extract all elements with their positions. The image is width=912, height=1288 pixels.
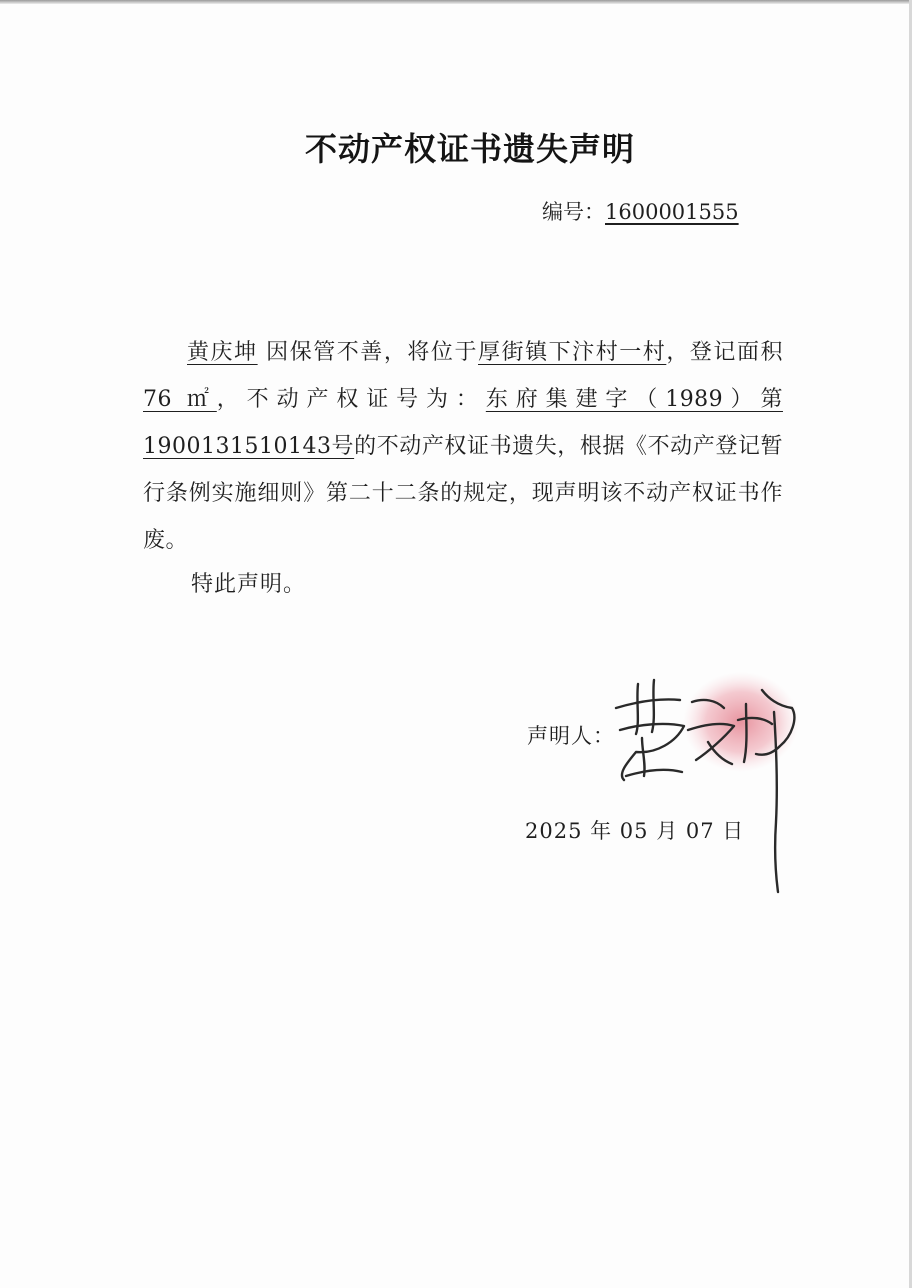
statement-paragraph (143, 329, 783, 564)
closing-statement: 特此声明。 (191, 572, 307, 597)
registered-area: 76 ㎡ (143, 387, 217, 412)
scan-edge-top (0, 0, 912, 4)
handwritten-signature (596, 672, 816, 902)
document-title: 不动产权证书遗失声明 (304, 130, 635, 168)
statement-text-2: ，登记面积 (666, 340, 783, 365)
document-number-value: 1600001555 (605, 200, 739, 224)
property-location: 厚街镇下汴村一村 (478, 340, 667, 365)
document-number (542, 196, 739, 226)
statement-text-3: ，不动产权证号为： (216, 387, 486, 412)
declarant-label: 声明人： (527, 724, 615, 748)
declaration-date: 2025 年 05 月 07 日 (525, 819, 745, 843)
statement-text-4: 的不动产权证书遗失，根据《不动产登记暂行条例实施细则》第二十二条的规定，现声明该不动产权证书作废。 (143, 434, 783, 553)
statement-text-1: 因保管不善，将位于 (257, 340, 479, 365)
statement-body (143, 329, 783, 564)
owner-name: 黄庆坤 (187, 340, 258, 365)
document-number-label: 编号： (542, 200, 605, 224)
certificate-number: 东府集建字（1989）第1900131510143号 (143, 387, 783, 459)
